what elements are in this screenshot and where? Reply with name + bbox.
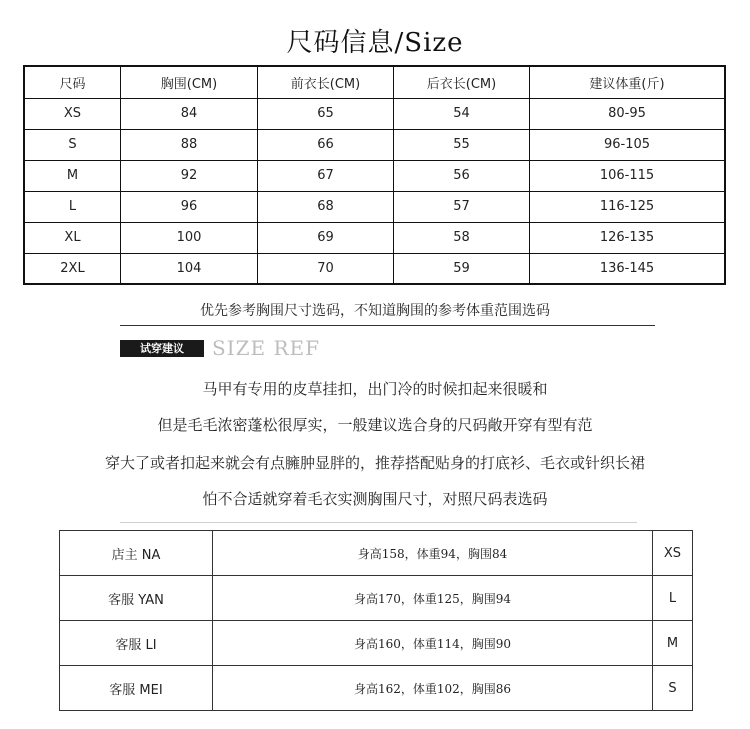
- table-row: [24, 191, 725, 222]
- model-measurements: 身高158，体重94，胸围84: [213, 531, 653, 576]
- cell-weight: 80-95: [530, 98, 726, 129]
- cell-back-length: 59: [394, 253, 530, 284]
- try-on-row: [60, 666, 693, 711]
- cell-size: XS: [24, 98, 121, 129]
- cell-chest: 84: [121, 98, 258, 129]
- model-size: M: [653, 621, 693, 666]
- header-size: 尺码: [24, 66, 121, 98]
- note-divider: [120, 325, 655, 326]
- cell-size: M: [24, 160, 121, 191]
- cell-weight: 136-145: [530, 253, 726, 284]
- table-row: [24, 129, 725, 160]
- model-measurements: 身高162，体重102，胸围86: [213, 666, 653, 711]
- description-line: 怕不合适就穿着毛衣实测胸围尺寸，对照尺码表选码: [202, 490, 548, 508]
- cell-weight: 96-105: [530, 129, 726, 160]
- cell-front-length: 67: [258, 160, 394, 191]
- try-on-heading-en: SIZE REF: [212, 336, 320, 360]
- cell-chest: 96: [121, 191, 258, 222]
- cell-front-length: 70: [258, 253, 394, 284]
- table-header-row: [24, 66, 725, 98]
- cell-weight: 116-125: [530, 191, 726, 222]
- size-selection-note: 优先参考胸围尺寸选码，不知道胸围的参考体重范围选码: [200, 303, 550, 319]
- try-on-table: [59, 530, 693, 711]
- cell-size: XL: [24, 222, 121, 253]
- table-row: [24, 222, 725, 253]
- model-measurements: 身高160，体重114，胸围90: [213, 621, 653, 666]
- cell-size: L: [24, 191, 121, 222]
- header-back-length: 后衣长(CM): [394, 66, 530, 98]
- cell-front-length: 69: [258, 222, 394, 253]
- model-measurements: 身高170，体重125，胸围94: [213, 576, 653, 621]
- cell-size: 2XL: [24, 253, 121, 284]
- model-name: 客服 MEI: [60, 666, 213, 711]
- cell-weight: 126-135: [530, 222, 726, 253]
- cell-size: S: [24, 129, 121, 160]
- cell-chest: 92: [121, 160, 258, 191]
- cell-back-length: 58: [394, 222, 530, 253]
- description-line: 马甲有专用的皮草挂扣，出门冷的时候扣起来很暖和: [202, 380, 548, 398]
- table-row: [24, 98, 725, 129]
- cell-chest: 100: [121, 222, 258, 253]
- header-front-length: 前衣长(CM): [258, 66, 394, 98]
- cell-front-length: 68: [258, 191, 394, 222]
- model-size: XS: [653, 531, 693, 576]
- table-row: [24, 253, 725, 284]
- try-on-row: [60, 531, 693, 576]
- model-name: 客服 YAN: [60, 576, 213, 621]
- description-line: 但是毛毛浓密蓬松很厚实，一般建议选合身的尺码敞开穿有型有范: [157, 416, 593, 434]
- cell-front-length: 65: [258, 98, 394, 129]
- cell-weight: 106-115: [530, 160, 726, 191]
- header-chest: 胸围(CM): [121, 66, 258, 98]
- cell-back-length: 55: [394, 129, 530, 160]
- cell-chest: 88: [121, 129, 258, 160]
- model-size: L: [653, 576, 693, 621]
- model-name: 客服 LI: [60, 621, 213, 666]
- cell-chest: 104: [121, 253, 258, 284]
- page-title: 尺码信息/Size: [286, 28, 464, 58]
- model-name: 店主 NA: [60, 531, 213, 576]
- model-size: S: [653, 666, 693, 711]
- cell-back-length: 56: [394, 160, 530, 191]
- cell-back-length: 54: [394, 98, 530, 129]
- size-chart-table: [23, 65, 726, 285]
- try-on-row: [60, 621, 693, 666]
- cell-front-length: 66: [258, 129, 394, 160]
- cell-back-length: 57: [394, 191, 530, 222]
- try-on-badge: 试穿建议: [120, 340, 204, 357]
- try-on-row: [60, 576, 693, 621]
- header-weight: 建议体重(斤): [530, 66, 726, 98]
- description-divider: [120, 522, 637, 523]
- description-line: 穿大了或者扣起来就会有点臃肿显胖的，推荐搭配贴身的打底衫、毛衣或针织长裙: [104, 454, 645, 472]
- table-row: [24, 160, 725, 191]
